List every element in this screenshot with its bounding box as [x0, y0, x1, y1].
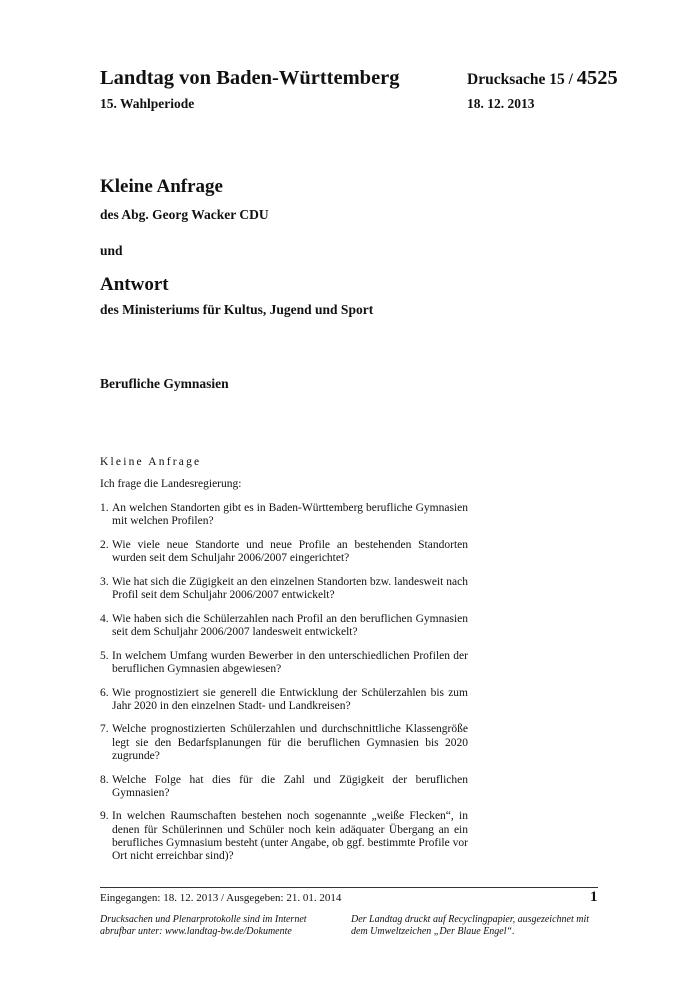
- question-number: 8.: [100, 773, 109, 786]
- footer-divider: [100, 887, 598, 888]
- question-text: Welche prognostizierten Schülerzahlen und durchschnittliche Klassengröße legt sie den Bedarfsplanungen für die beruflichen Gymnasien bis 2020 zugrunde?: [112, 723, 468, 762]
- question-list: [100, 502, 468, 874]
- question-text: In welchem Umfang wurden Bewerber in den unterschiedlichen Profilen der beruflichen Gymnasien abgewiesen?: [112, 649, 468, 675]
- list-item: [100, 576, 468, 602]
- list-item: [100, 650, 468, 676]
- ministry: des Ministeriums für Kultus, Jugend und Sport: [100, 302, 374, 317]
- list-item: [100, 502, 468, 528]
- question-text: An welchen Standorten gibt es in Baden-Württemberg berufliche Gymnasien mit welchen Profilen?: [112, 502, 468, 528]
- question-number: 4.: [100, 612, 109, 625]
- list-item: [100, 810, 468, 863]
- question-number: 9.: [100, 810, 109, 823]
- question-number: 2.: [100, 538, 109, 551]
- question-number: 5.: [100, 649, 109, 662]
- list-item: [100, 613, 468, 639]
- print-prefix: Drucksache 15 /: [467, 71, 577, 88]
- question-text: Wie haben sich die Schülerzahlen nach Profil an den beruflichen Gymnasien seit dem Schuljahr 2006/2007 landesweit entwickelt?: [112, 612, 468, 638]
- question-number: 6.: [100, 686, 109, 699]
- question-text: Wie hat sich die Zügigkeit an den einzelnen Standorten bzw. landesweit nach Profil seit dem Schuljahr 2006/2007 entwickelt?: [112, 575, 468, 602]
- question-text: Wie viele neue Standorte und neue Profile an bestehenden Standorten wurden seit dem Schuljahr 2006/2007 eingerichtet?: [112, 538, 468, 565]
- list-item: [100, 539, 468, 565]
- print-number: [467, 67, 618, 90]
- footer-note-recycling: Der Landtag druckt auf Recyclingpapier, ausgezeichnet mit dem Umweltzeichen „Der Blaue Engel“.: [351, 914, 590, 937]
- conjunction: und: [100, 243, 123, 258]
- document-kind: Kleine Anfrage: [100, 176, 223, 197]
- list-item: [100, 774, 468, 800]
- footer-note-internet: Drucksachen und Plenarprotokolle sind im Internet abrufbar unter: www.landtag-bw.de/Dokumente: [100, 914, 307, 937]
- topic-title: Berufliche Gymnasien: [100, 376, 229, 391]
- page-number: 1: [590, 889, 598, 905]
- question-number: 7.: [100, 723, 109, 736]
- document-author: des Abg. Georg Wacker CDU: [100, 207, 269, 222]
- election-period: 15. Wahlperiode: [100, 96, 195, 111]
- question-text: Wie prognostiziert sie generell die Entwicklung der Schülerzahlen bis zum Jahr 2020 in den einzelnen Stadt- und Landkreisen?: [112, 686, 468, 712]
- answer-heading: Antwort: [100, 274, 169, 295]
- question-number: 3.: [100, 575, 109, 588]
- list-item: [100, 723, 468, 763]
- footer-dates: Eingegangen: 18. 12. 2013 / Ausgegeben: 21. 01. 2014: [100, 892, 342, 904]
- list-item: [100, 687, 468, 713]
- question-text: Welche Folge hat dies für die Zahl und Zügigkeit der beruflichen Gymnasien?: [112, 773, 468, 799]
- print-number-value: 4525: [576, 67, 618, 89]
- question-number: 1.: [100, 502, 109, 514]
- inquiry-intro: Ich frage die Landesregierung:: [100, 478, 242, 490]
- inquiry-label: Kleine Anfrage: [100, 456, 202, 468]
- parliament-title: Landtag von Baden-Württemberg: [100, 67, 400, 89]
- print-date: 18. 12. 2013: [467, 96, 535, 111]
- question-text: In welchen Raumschaften bestehen noch sogenannte „weiße Flecken“, in denen für Schülerinnen und Schüler noch kein adäquater Übergang an ein berufliches Gymnasium besteht (unter Angabe, ob ggf. bestimmte Profile vor Ort nicht erreichbar sind)?: [112, 810, 468, 863]
